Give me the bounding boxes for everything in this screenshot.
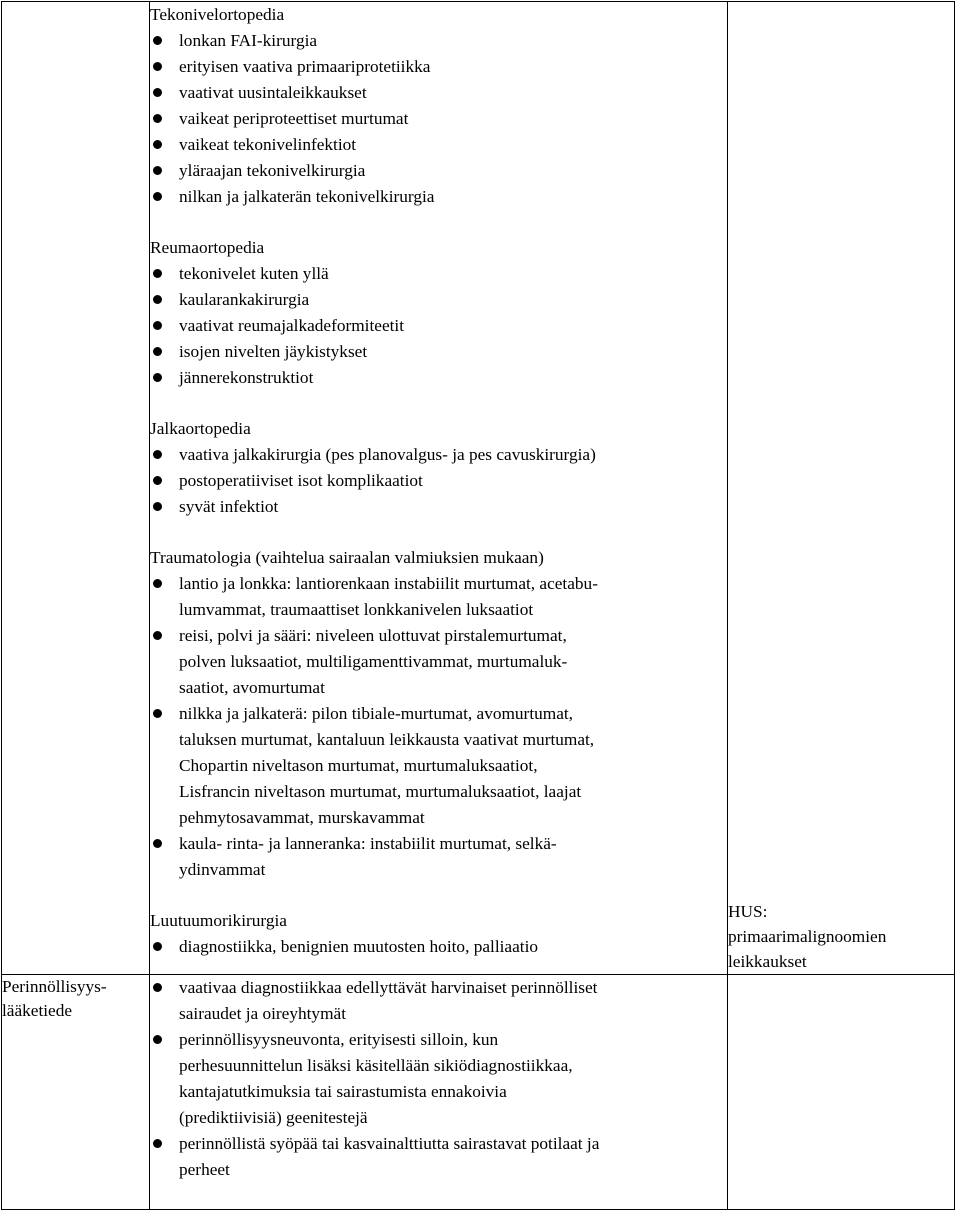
list-item-text: taluksen murtumat, kantaluun leikkausta vaativat murtumat, — [179, 730, 595, 749]
list-item — [150, 28, 727, 54]
list-item — [150, 313, 727, 339]
list-item-text: vaativaa diagnostiikkaa edellyttävät harvinaiset perinnölliset — [179, 978, 598, 997]
list-item — [150, 1131, 727, 1183]
list-item — [150, 54, 727, 80]
bullet-icon — [153, 192, 162, 201]
note-line: leikkaukset — [728, 952, 807, 971]
bullet-icon — [153, 476, 162, 485]
bullet-icon — [153, 983, 162, 992]
list-item — [150, 339, 727, 365]
orthopedics-note-cell — [728, 2, 955, 975]
list-item — [150, 975, 727, 1027]
list-item-text: nilkan ja jalkaterän tekonivelkirurgia — [179, 187, 435, 206]
list-item-text: tekonivelet kuten yllä — [179, 264, 329, 283]
section-item-list — [150, 571, 727, 883]
bullet-icon — [153, 1139, 162, 1148]
specialty-name-line: Perinnöllisyys- — [2, 977, 107, 996]
bullet-icon — [153, 1035, 162, 1044]
list-item-text: lonkan FAI-kirurgia — [179, 31, 318, 50]
bullet-icon — [153, 502, 162, 511]
bullet-icon — [153, 373, 162, 382]
section — [150, 416, 727, 520]
list-item-text: reisi, polvi ja sääri: niveleen ulottuvat pirstalemurtumat, — [179, 626, 567, 645]
list-item-text: kantajatutkimuksia tai sairastumista ennakoivia — [179, 1082, 507, 1101]
orthopedics-row — [2, 2, 955, 975]
section — [150, 2, 727, 210]
genetics-row — [2, 975, 955, 1210]
section-item-list — [150, 934, 727, 960]
bullet-icon — [153, 62, 162, 71]
orthopedics-specialty-cell — [2, 2, 150, 975]
bullet-icon — [153, 321, 162, 330]
list-item-text: kaula- rinta- ja lanneranka: instabiilit murtumat, selkä- — [179, 834, 557, 853]
genetics-note-cell — [728, 975, 955, 1210]
section-title: Reumaortopedia — [150, 238, 265, 257]
bullet-icon — [153, 631, 162, 640]
list-item — [150, 365, 727, 391]
list-item-text: lantio ja lonkka: lantiorenkaan instabiilit murtumat, acetabu- — [179, 574, 598, 593]
section-item-list — [150, 261, 727, 391]
bullet-icon — [153, 295, 162, 304]
list-item-text: perinnöllisyysneuvonta, erityisesti silloin, kun — [179, 1030, 499, 1049]
list-item-text: ydinvammat — [179, 860, 266, 879]
list-item — [150, 261, 727, 287]
bullet-icon — [153, 36, 162, 45]
list-item — [150, 158, 727, 184]
list-item — [150, 494, 727, 520]
section-item-list — [150, 28, 727, 210]
list-item-text: (prediktiivisiä) geenitestejä — [179, 1108, 368, 1127]
list-item — [150, 701, 727, 831]
list-item-text: perhesuunnittelun lisäksi käsitellään sikiödiagnostiikkaa, — [179, 1056, 573, 1075]
list-item — [150, 80, 727, 106]
bullet-icon — [153, 114, 162, 123]
note-line: HUS: — [728, 902, 768, 921]
list-item-text: perheet — [179, 1160, 230, 1179]
list-item-text: yläraajan tekonivelkirurgia — [179, 161, 366, 180]
list-item-text: Chopartin niveltason murtumat, murtumaluksaatiot, — [179, 756, 538, 775]
list-item — [150, 106, 727, 132]
list-item-text: vaikeat tekonivelinfektiot — [179, 135, 357, 154]
section-title: Jalkaortopedia — [150, 419, 251, 438]
list-item-text: vaativat uusintaleikkaukset — [179, 83, 367, 102]
list-item-text: postoperatiiviset isot komplikaatiot — [179, 471, 423, 490]
list-item-text: perinnöllistä syöpää tai kasvainalttiutta sairastavat potilaat ja — [179, 1134, 600, 1153]
list-item-text: syvät infektiot — [179, 497, 279, 516]
section — [150, 235, 727, 391]
note-line: primaarimalignoomien — [728, 927, 887, 946]
section-title: Traumatologia (vaihtelua sairaalan valmiuksien mukaan) — [150, 548, 544, 567]
list-item-text: polven luksaatiot, multiligamenttivammat, murtumaluk- — [179, 652, 568, 671]
list-item-text: lumvammat, traumaattiset lonkkanivelen luksaatiot — [179, 600, 534, 619]
list-item — [150, 132, 727, 158]
bullet-icon — [153, 579, 162, 588]
list-item — [150, 1027, 727, 1131]
bullet-icon — [153, 450, 162, 459]
list-item-text: kaularankakirurgia — [179, 290, 310, 309]
section-item-list — [150, 442, 727, 520]
bullet-icon — [153, 88, 162, 97]
list-item-text: Lisfrancin niveltason murtumat, murtumaluksaatiot, laajat — [179, 782, 582, 801]
list-item-text: sairaudet ja oireyhtymät — [179, 1004, 346, 1023]
genetics-specialty-cell — [2, 975, 150, 1210]
section — [150, 908, 727, 960]
list-item-text: vaativat reumajalkadeformiteetit — [179, 316, 405, 335]
list-item — [150, 623, 727, 701]
list-item — [150, 468, 727, 494]
bullet-icon — [153, 839, 162, 848]
specialty-name-line: lääketiede — [2, 1001, 73, 1020]
list-item-text: saatiot, avomurtumat — [179, 678, 325, 697]
list-item-text: diagnostiikka, benignien muutosten hoito, palliaatio — [179, 937, 539, 956]
bullet-icon — [153, 709, 162, 718]
list-item — [150, 934, 727, 960]
section — [150, 545, 727, 883]
list-item — [150, 184, 727, 210]
section-title: Luutuumorikirurgia — [150, 911, 287, 930]
specialty-table — [1, 1, 955, 1210]
list-item — [150, 831, 727, 883]
orthopedics-content-cell — [150, 2, 728, 975]
list-item — [150, 571, 727, 623]
list-item-text: isojen nivelten jäykistykset — [179, 342, 368, 361]
list-item-text: pehmytosavammat, murskavammat — [179, 808, 425, 827]
bullet-icon — [153, 942, 162, 951]
genetics-content-cell — [150, 975, 728, 1210]
list-item-text: nilkka ja jalkaterä: pilon tibiale-murtumat, avomurtumat, — [179, 704, 573, 723]
list-item-text: erityisen vaativa primaariprotetiikka — [179, 57, 431, 76]
list-item — [150, 442, 727, 468]
list-item-text: vaikeat periproteettiset murtumat — [179, 109, 409, 128]
bullet-icon — [153, 347, 162, 356]
bullet-icon — [153, 269, 162, 278]
section-title: Tekonivelortopedia — [150, 5, 285, 24]
list-item-text: jännerekonstruktiot — [179, 368, 314, 387]
bullet-icon — [153, 166, 162, 175]
list-item-text: vaativa jalkakirurgia (pes planovalgus- ja pes cavuskirurgia) — [179, 445, 596, 464]
bullet-icon — [153, 140, 162, 149]
list-item — [150, 287, 727, 313]
genetics-item-list — [150, 975, 727, 1183]
